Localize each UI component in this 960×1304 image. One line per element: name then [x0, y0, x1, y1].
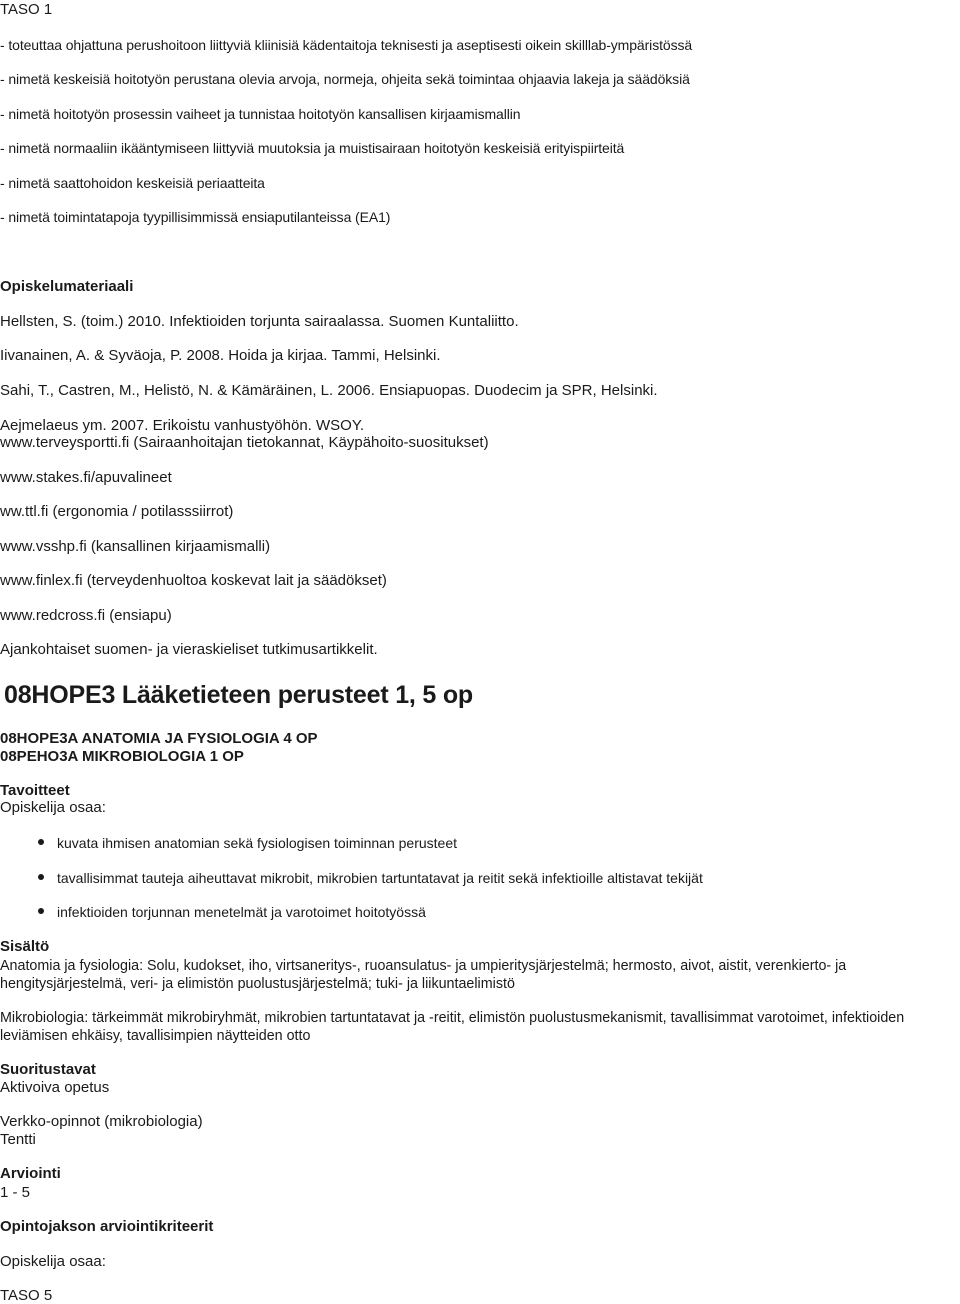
bullet-icon — [38, 874, 44, 880]
content-paragraph-anatomy: Anatomia ja fysiologia: Solu, kudokset, iho, virtsaneritys-, ruoansulatus- ja umpieritysjärjestelmä; hermosto, aivot, aistit, verenkierto- ja hengitysjärjestelmä, veri- ja elimistön puolustusjärjestelmä; tuki- ja liikuntaelimistö — [0, 958, 847, 992]
criteria-heading: Opintojakson arviointikriteerit — [0, 1218, 214, 1235]
content-heading: Sisältö — [0, 938, 50, 955]
material-link: www.terveysportti.fi (Sairaanhoitajan tietokannat, Käypähoito-suositukset) — [0, 434, 489, 451]
material-link: www.redcross.fi (ensiapu) — [0, 607, 172, 624]
sub-course-title: 08PEHO3A MIKROBIOLOGIA 1 OP — [0, 748, 244, 765]
level-1-item: - toteuttaa ohjattuna perushoitoon liittyviä kliinisiä kädentaitoja teknisesti ja aseptisesti oikein skilllab-ympäristössä — [0, 37, 693, 53]
content-paragraph-microbiology: Mikrobiologia: tärkeimmät mikrobiryhmät, mikrobien tartuntatavat ja -reitit, elimistön puolustusmekanismit, tavallisimmat varotoimet, infektioiden leviämisen ehkäisy, tavallisimpien näytteiden otto — [0, 1010, 905, 1044]
level-1-heading: TASO 1 — [0, 1, 53, 18]
method-item: Tentti — [0, 1131, 36, 1148]
level-1-item: - nimetä hoitotyön prosessin vaiheet ja tunnistaa hoitotyön kansallisen kirjaamismallin — [0, 106, 521, 122]
material-link: ww.ttl.fi (ergonomia / potilasssiirrot) — [0, 503, 234, 520]
grading-value: 1 - 5 — [0, 1184, 31, 1201]
criteria-intro: Opiskelija osaa: — [0, 1253, 106, 1270]
material-reference: Aejmelaeus ym. 2007. Erikoistu vanhustyöhön. WSOY. — [0, 417, 365, 434]
goal-item: tavallisimmat tauteja aiheuttavat mikrobit, mikrobien tartuntatavat ja reitit sekä infektioille altistavat tekijät — [57, 870, 703, 886]
sub-course-title: 08HOPE3A ANATOMIA JA FYSIOLOGIA 4 OP — [0, 730, 318, 747]
method-item: Aktivoiva opetus — [0, 1079, 110, 1096]
material-reference: Iivanainen, A. & Syväoja, P. 2008. Hoida ja kirjaa. Tammi, Helsinki. — [0, 347, 441, 364]
material-reference: Hellsten, S. (toim.) 2010. Infektioiden torjunta sairaalassa. Suomen Kuntaliitto. — [0, 313, 519, 330]
level-1-item: - nimetä saattohoidon keskeisiä periaatteita — [0, 175, 265, 191]
method-item: Verkko-opinnot (mikrobiologia) — [0, 1113, 203, 1130]
level-1-item: - nimetä keskeisiä hoitotyön perustana olevia arvoja, normeja, ohjeita sekä toimintaa ohjaavia lakeja ja säädöksiä — [0, 71, 690, 87]
goals-heading: Tavoitteet — [0, 782, 70, 799]
material-link: www.stakes.fi/apuvalineet — [0, 469, 172, 486]
goal-item: kuvata ihmisen anatomian sekä fysiologisen toiminnan perusteet — [57, 835, 458, 851]
materials-heading: Opiskelumateriaali — [0, 278, 134, 295]
material-reference: Ajankohtaiset suomen- ja vieraskieliset tutkimusartikkelit. — [0, 641, 378, 658]
material-link: www.finlex.fi (terveydenhuoltoa koskevat lait ja säädökset) — [0, 572, 387, 589]
material-reference: Sahi, T., Castren, M., Helistö, N. & Kämäräinen, L. 2006. Ensiapuopas. Duodecim ja SPR, Helsinki. — [0, 382, 658, 399]
goals-intro: Opiskelija osaa: — [0, 799, 106, 816]
bullet-icon — [38, 839, 44, 845]
grading-heading: Arviointi — [0, 1165, 61, 1182]
goal-item: infektioiden torjunnan menetelmät ja varotoimet hoitotyössä — [57, 904, 426, 920]
course-title: 08HOPE3 Lääketieteen perusteet 1, 5 op — [4, 681, 473, 709]
level-5-heading: TASO 5 — [0, 1287, 53, 1304]
level-1-item: - nimetä normaaliin ikääntymiseen liittyviä muutoksia ja muistisairaan hoitotyön keskeisiä erityispiirteitä — [0, 140, 625, 156]
level-1-item: - nimetä toimintatapoja tyypillisimmissä ensiaputilanteissa (EA1) — [0, 209, 391, 225]
material-link: www.vsshp.fi (kansallinen kirjaamismalli) — [0, 538, 271, 555]
bullet-icon — [38, 908, 44, 914]
methods-heading: Suoritustavat — [0, 1061, 96, 1078]
